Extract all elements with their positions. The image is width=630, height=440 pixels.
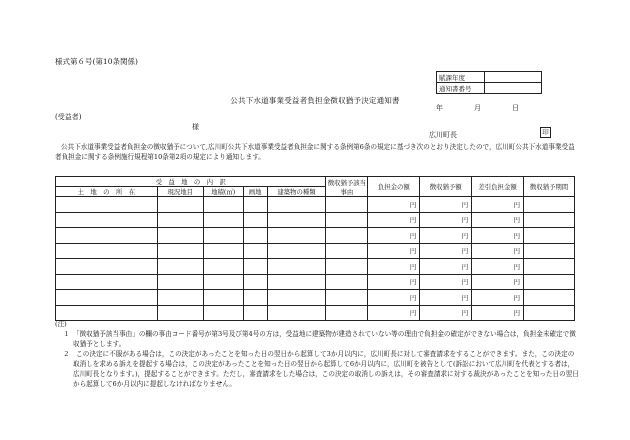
table-cell [243, 274, 267, 290]
table-cell: 円 [368, 305, 420, 321]
table-cell [243, 259, 267, 275]
table-cell [326, 274, 368, 290]
table-cell [203, 290, 243, 306]
notes-title: (注) [55, 320, 67, 328]
table-cell [56, 274, 158, 290]
table-cell [157, 197, 203, 213]
header-section: 画地 [243, 187, 267, 197]
recipient-honorific: 様 [192, 123, 199, 131]
table-cell: 円 [472, 212, 524, 228]
table-cell [56, 212, 158, 228]
table-cell: 円 [368, 228, 420, 244]
table-cell [267, 290, 326, 306]
document-title: 公共下水道事業受益者負担金徴収猶予決定通知書 [230, 96, 400, 105]
table-cell [56, 243, 158, 259]
group-header: 受 益 地 の 内 訳 [56, 177, 326, 187]
table-cell: 円 [368, 290, 420, 306]
note-item-1: １ 「徴収猶予該当事由」の欄の事由コード番号が第3号及び第4号の方は，受益地に建築物が建造されていない等の理由で負担金の確定ができない場合は，負担金未確定で徴収猶予とします。 [63, 330, 576, 348]
table-cell: 円 [420, 305, 472, 321]
table-cell [243, 290, 267, 306]
table-cell [243, 212, 267, 228]
table-cell: 円 [420, 290, 472, 306]
recipient-label: (受益者) [55, 113, 82, 121]
table-cell: 円 [420, 228, 472, 244]
header-location: 土 地 の 所 在 [56, 187, 158, 197]
table-cell [267, 274, 326, 290]
header-period: 徴収猶予期間 [524, 177, 575, 197]
table-cell [524, 228, 575, 244]
table-cell [267, 259, 326, 275]
notes-section [55, 319, 579, 389]
table-cell [157, 259, 203, 275]
note-item-2: ２ この決定に不服がある場合は，この決定があったことを知った日の翌日から起算して3か月以内に，広川町長に対して審査請求をすることができます。また，この決定の取消しを求める訴えを提起する場合は，この決定があったことを知った日の翌日から起算して6か月以内に，広川町を被告として(訴訟において広川町を代表とする者は，広川町長となります。)，提起することができます。ただし，審査請求をした場合は，この決定の取消しの訴えは，その審査請求に対する裁決があったことを知った日の翌日から起算して6か月以内に提起しなければなりません。 [63, 350, 579, 388]
table-cell [267, 228, 326, 244]
table-cell [326, 228, 368, 244]
issuer-name: 広川町長 [429, 131, 457, 139]
table-cell: 円 [472, 274, 524, 290]
table-cell [203, 259, 243, 275]
table-row [56, 274, 575, 290]
form-number: 様式第６号(第10条関係) [55, 57, 138, 66]
deferral-table [55, 176, 575, 321]
notice-body-text: 公共下水道事業受益者負担金の徴収猶予について,広川町公共下水道事業受益者負担金に関する条例第6条の規定に基づき次のとおり決定したので，広川町公共下水道事業受益者負担金に関する条例施行規程第10条第2項の規定により通知します。 [55, 143, 575, 161]
header-area: 地積(㎡) [203, 187, 243, 197]
table-cell [56, 259, 158, 275]
table-cell: 円 [368, 197, 420, 213]
date-day: 日 [512, 104, 519, 112]
header-charge: 負担金の額 [368, 177, 420, 197]
table-cell: 円 [472, 305, 524, 321]
table-cell [524, 212, 575, 228]
table-cell [524, 243, 575, 259]
table-row [56, 259, 575, 275]
table-row [56, 228, 575, 244]
header-building-type: 建築物の種類 [267, 187, 326, 197]
table-cell [203, 212, 243, 228]
date-month: 月 [474, 104, 481, 112]
table-cell [243, 197, 267, 213]
table-cell [326, 197, 368, 213]
header-balance: 差引負担金額 [472, 177, 524, 197]
table-cell [326, 259, 368, 275]
notice-meta-box [436, 71, 542, 94]
table-cell [157, 243, 203, 259]
notice-number-label: 通知書番号 [437, 83, 485, 94]
header-reason: 徴収猶予該当事由 [327, 178, 367, 196]
table-cell [267, 212, 326, 228]
table-cell: 円 [368, 243, 420, 259]
table-row [56, 212, 575, 228]
table-cell: 円 [368, 274, 420, 290]
table-cell: 円 [368, 259, 420, 275]
header-deferred: 徴収猶予額 [420, 177, 472, 197]
issue-date [436, 103, 519, 113]
table-cell [326, 212, 368, 228]
table-row [56, 243, 575, 259]
table-cell [524, 259, 575, 275]
table-cell: 円 [472, 197, 524, 213]
table-cell: 円 [472, 290, 524, 306]
notice-number-value [485, 83, 542, 94]
table-cell [56, 228, 158, 244]
table-cell [524, 197, 575, 213]
table-cell [56, 290, 158, 306]
tax-year-value [485, 72, 542, 83]
table-cell [157, 228, 203, 244]
table-cell: 円 [420, 212, 472, 228]
table-cell [243, 228, 267, 244]
table-cell: 円 [368, 212, 420, 228]
table-cell: 円 [420, 274, 472, 290]
date-year: 年 [436, 104, 443, 112]
table-cell: 円 [472, 243, 524, 259]
seal-mark: 印 [540, 127, 551, 138]
table-cell [243, 243, 267, 259]
header-current-use: 現況地目 [157, 187, 203, 197]
table-cell [157, 274, 203, 290]
table-cell: 円 [420, 259, 472, 275]
table-cell [524, 274, 575, 290]
table-cell [157, 290, 203, 306]
table-cell [203, 197, 243, 213]
table-row [56, 290, 575, 306]
table-row [56, 197, 575, 213]
table-cell [203, 228, 243, 244]
table-cell [203, 274, 243, 290]
table-cell: 円 [472, 228, 524, 244]
table-cell [56, 197, 158, 213]
table-cell [326, 290, 368, 306]
tax-year-label: 賦課年度 [437, 72, 485, 83]
table-cell: 円 [420, 243, 472, 259]
table-cell [267, 197, 326, 213]
table-cell [203, 243, 243, 259]
table-cell [267, 243, 326, 259]
table-cell [326, 243, 368, 259]
table-cell [157, 212, 203, 228]
table-cell: 円 [420, 197, 472, 213]
table-cell [524, 290, 575, 306]
table-cell: 円 [472, 259, 524, 275]
